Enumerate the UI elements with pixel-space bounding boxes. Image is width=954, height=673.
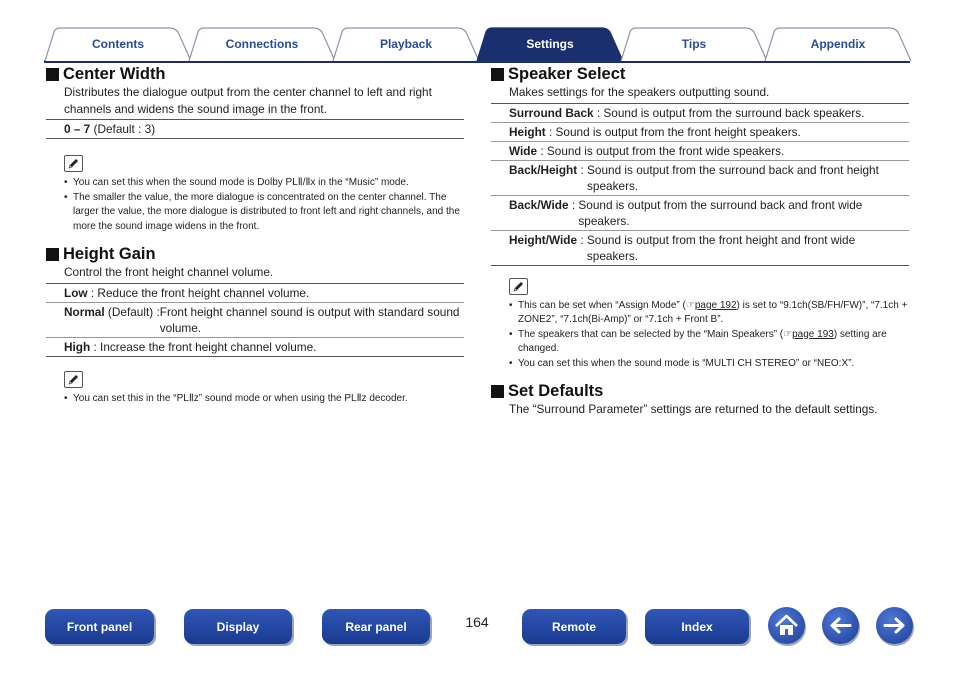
speaker-option-value: Sound is output from the surround back and front height speakers. (587, 162, 879, 193)
center-width-range-value: (Default : 3) (90, 122, 156, 136)
speaker-option-row: Wide : Sound is output from the front wide speakers. (491, 142, 909, 161)
display-button[interactable]: Display (184, 609, 292, 644)
speaker-option-row: Back/Height : Sound is output from the surround back and front height speakers. (491, 161, 909, 196)
tab-label: Playback (379, 37, 433, 51)
home-icon (768, 607, 805, 644)
center-width-note-1: • You can set this when the sound mode is Dolby PLⅡ/Ⅱx in the “Music” mode. (64, 176, 464, 191)
speaker-option-key: Surround Back (509, 105, 594, 120)
page-192-link[interactable]: page 192 (694, 299, 737, 311)
tab-label: Tips (681, 37, 707, 51)
speaker-select-note-2: • The speakers that can be selected by the “Main Speakers” (☞page 193) setting are changed. (509, 328, 909, 357)
speaker-option-key: Height (509, 124, 546, 139)
memo-pencil-icon (64, 371, 83, 388)
height-gain-low-row: Low : Reduce the front height channel volume. (46, 283, 464, 303)
height-gain-heading: Height Gain (46, 244, 464, 264)
set-defaults-description: The “Surround Parameter” settings are returned to the default settings. (509, 402, 878, 417)
arrow-left-icon (822, 607, 859, 644)
speaker-select-note-1: • This can be set when “Assign Mode” (☞page 192) is set to “9.1ch(SB/FH/FW)”, “7.1ch + ZONE2”, “7.1ch(Bi-Amp)” or “7.1ch + Front B”. (509, 299, 909, 328)
page-193-link[interactable]: page 193 (792, 328, 834, 340)
back-button[interactable] (822, 607, 859, 644)
remote-button[interactable]: Remote (522, 609, 626, 644)
set-defaults-heading: Set Defaults (491, 381, 909, 401)
height-gain-high-row: High : Increase the front height channel volume. (46, 338, 464, 357)
speaker-option-row: Height : Sound is output from the front height speakers. (491, 123, 909, 142)
tab-label: Appendix (810, 37, 866, 51)
speaker-option-value: Sound is output from the front height and front wide speakers. (586, 232, 856, 263)
tab-tips[interactable] (620, 27, 768, 60)
height-gain-description: Control the front height channel volume. (64, 265, 274, 280)
tab-playback[interactable] (332, 27, 480, 60)
center-width-range-row (46, 119, 464, 139)
front-panel-button[interactable]: Front panel (45, 609, 154, 644)
tab-label: Contents (92, 37, 144, 51)
speaker-select-options (491, 103, 909, 266)
speaker-select-note-3: • You can set this when the sound mode is “MULTI CH STEREO” or “NEO:X”. (509, 357, 909, 372)
height-gain-note-1: • You can set this in the “PLⅡz” sound mode or when using the PLⅡz decoder. (64, 392, 464, 407)
tab-settings[interactable] (476, 27, 624, 60)
speaker-option-value: Sound is output from the surround back speakers. (603, 105, 865, 120)
speaker-select-heading: Speaker Select (491, 64, 909, 84)
center-width-note-2: • The smaller the value, the more dialogue is concentrated on the center channel. The larger the value, the more dialogue is distributed to front left and right channels, and the more the sound image widens in the front. (64, 191, 464, 235)
tab-label: Settings (526, 37, 574, 51)
height-gain-notes (64, 392, 464, 407)
height-gain-normal-row: Normal (Default) : Front height channel sound is output with standard sound volume. (46, 303, 464, 338)
page-ref-icon: ☞ (783, 328, 793, 340)
heading-square-icon (46, 248, 59, 261)
speaker-option-key: Wide (509, 143, 538, 158)
center-width-range-key: 0 – 7 (64, 122, 91, 136)
rear-panel-button[interactable]: Rear panel (322, 609, 430, 644)
heading-square-icon (491, 385, 504, 398)
page-ref-icon: ☞ (685, 299, 695, 311)
home-button[interactable] (768, 607, 805, 644)
tab-contents[interactable] (44, 27, 192, 60)
speaker-select-notes (509, 299, 909, 372)
speaker-option-key: Height/Wide (509, 232, 578, 247)
tab-label: Connections (225, 37, 299, 51)
speaker-option-row: Height/Wide : Sound is output from the front height and front wide speakers. (491, 231, 909, 266)
page-number: 164 (465, 614, 489, 630)
heading-square-icon (491, 68, 504, 81)
top-tab-bar (44, 27, 910, 63)
tab-connections[interactable] (188, 27, 336, 60)
right-column (491, 64, 909, 418)
memo-pencil-icon (509, 278, 528, 295)
tab-appendix[interactable] (764, 27, 912, 60)
left-column (46, 64, 464, 406)
heading-square-icon (46, 68, 59, 81)
speaker-option-key: Back/Height (509, 162, 578, 177)
speaker-option-row: Surround Back : Sound is output from the surround back speakers. (491, 103, 909, 123)
speaker-select-description: Makes settings for the speakers outputting sound. (509, 85, 770, 99)
speaker-option-value: Sound is output from the front height speakers. (555, 124, 801, 139)
forward-button[interactable] (876, 607, 913, 644)
arrow-right-icon (876, 607, 913, 644)
center-width-heading: Center Width (46, 64, 464, 84)
center-width-notes (64, 176, 464, 234)
memo-pencil-icon (64, 155, 83, 172)
center-width-description: Distributes the dialogue output from the center channel to left and right channels and widens the sound image in the front. (64, 85, 432, 116)
speaker-option-value: Sound is output from the surround back and front wide speakers. (578, 197, 863, 228)
speaker-option-key: Back/Wide (509, 197, 569, 212)
speaker-option-row: Back/Wide : Sound is output from the surround back and front wide speakers. (491, 196, 909, 231)
index-button[interactable]: Index (645, 609, 749, 644)
speaker-option-value: Sound is output from the front wide speakers. (546, 143, 785, 158)
